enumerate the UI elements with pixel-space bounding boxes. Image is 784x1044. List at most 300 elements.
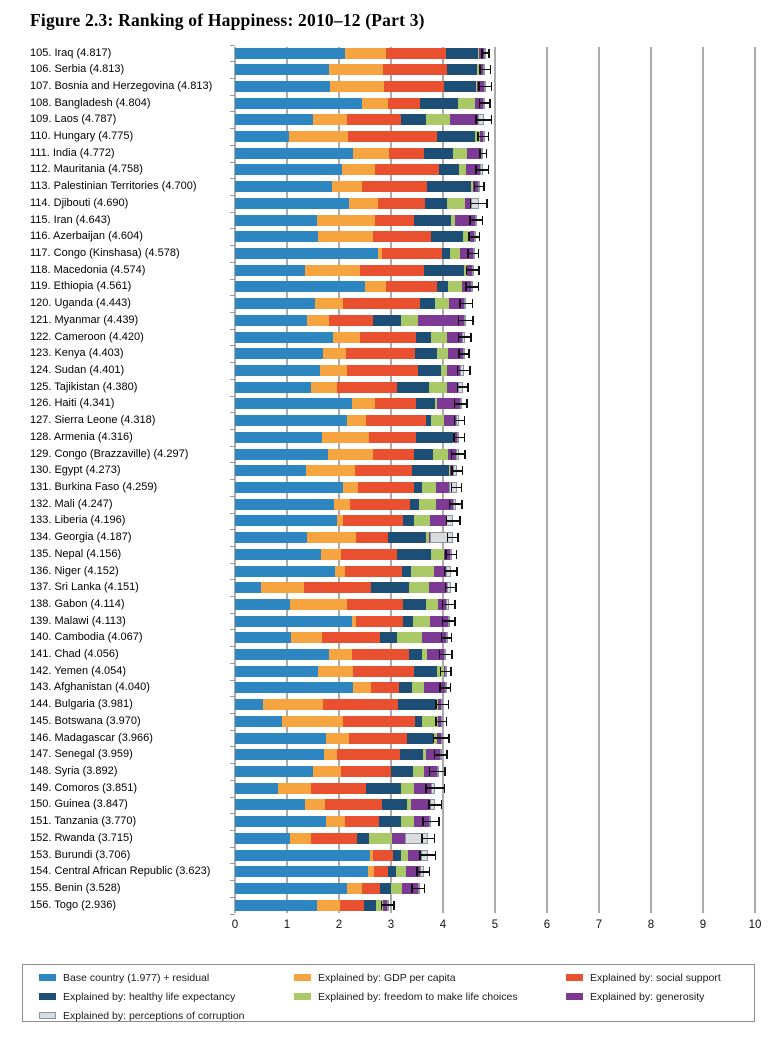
country-bar: [235, 415, 460, 426]
legend-label: Explained by: perceptions of corruption: [63, 1010, 245, 1022]
bar-segment-base: [235, 365, 320, 376]
error-bar-cap: [454, 617, 456, 626]
error-bar-cap: [393, 901, 395, 910]
error-bar: [435, 754, 447, 756]
bar-segment-gdp: [328, 449, 373, 460]
bar-segment-health: [439, 164, 459, 175]
y-axis-tick: [230, 813, 235, 814]
country-label: 113. Palestinian Territories (4.700): [30, 180, 197, 193]
error-bar-cap: [444, 767, 446, 776]
error-bar-cap: [479, 99, 481, 108]
error-bar: [429, 804, 441, 806]
bar-segment-gdp: [305, 265, 360, 276]
bar-segment-social: [347, 365, 418, 376]
bar-segment-health: [379, 816, 401, 827]
x-axis-tick-label: 5: [491, 919, 499, 931]
country-label: 117. Congo (Kinshasa) (4.578): [30, 247, 180, 260]
bar-segment-health: [415, 348, 437, 359]
bar-segment-gdp: [329, 649, 352, 660]
bar-segment-gdp: [326, 733, 349, 744]
bar-segment-social: [386, 48, 446, 59]
country-bar: [235, 231, 474, 242]
country-label: 114. Djibouti (4.690): [30, 196, 129, 209]
bar-segment-base: [235, 866, 368, 877]
bar-segment-gdp: [333, 332, 360, 343]
error-bar-cap: [475, 165, 477, 174]
error-bar-cap: [469, 216, 471, 225]
error-bar-cap: [470, 333, 472, 342]
country-bar: [235, 449, 458, 460]
bar-segment-base: [235, 382, 311, 393]
y-axis-tick: [230, 629, 235, 630]
bar-segment-health: [371, 582, 408, 593]
error-bar-cap: [446, 717, 448, 726]
y-axis-tick: [230, 763, 235, 764]
error-bar: [436, 704, 448, 706]
country-label: 152. Rwanda (3.715): [30, 831, 133, 844]
country-bar: [235, 833, 428, 844]
error-bar-cap: [450, 683, 452, 692]
bar-segment-social: [311, 783, 365, 794]
error-bar-cap: [442, 617, 444, 626]
country-bar: [235, 632, 446, 643]
bar-segment-gdp: [353, 682, 371, 693]
error-bar-cap: [381, 901, 383, 910]
y-axis-tick: [230, 730, 235, 731]
error-bar-cap: [464, 433, 466, 442]
error-bar-cap: [441, 633, 443, 642]
bar-segment-health: [418, 365, 441, 376]
country-bar: [235, 666, 446, 677]
y-axis-tick: [230, 379, 235, 380]
bar-segment-generosity: [436, 482, 449, 493]
bar-segment-base: [235, 114, 313, 125]
bar-segment-freedom: [414, 515, 430, 526]
country-label: 135. Nepal (4.156): [30, 547, 122, 560]
country-label: 140. Cambodia (4.067): [30, 631, 143, 644]
error-bar-cap: [458, 349, 460, 358]
bar-segment-health: [401, 114, 425, 125]
country-label: 138. Gabon (4.114): [30, 597, 125, 610]
bar-segment-social: [343, 716, 416, 727]
bar-segment-gdp: [347, 415, 366, 426]
bar-segment-health: [416, 432, 452, 443]
error-bar-cap: [489, 99, 491, 108]
error-bar: [433, 737, 449, 739]
bar-segment-gdp: [349, 198, 378, 209]
bar-segment-generosity: [392, 833, 406, 844]
bar-segment-freedom: [411, 566, 434, 577]
error-bar-cap: [486, 199, 488, 208]
error-bar-cap: [434, 834, 436, 843]
error-bar-cap: [468, 349, 470, 358]
country-bar: [235, 799, 435, 810]
error-bar-cap: [461, 500, 463, 509]
country-bar: [235, 566, 451, 577]
country-label: 107. Bosnia and Herzegovina (4.813): [30, 79, 213, 92]
x-axis-tick-label: 1: [283, 919, 291, 931]
country-label: 111. India (4.772): [30, 146, 115, 159]
bar-segment-health: [397, 549, 431, 560]
bar-segment-social: [371, 682, 399, 693]
error-bar-cap: [469, 366, 471, 375]
bar-segment-health: [388, 532, 426, 543]
gridline: [702, 47, 704, 913]
country-bar: [235, 532, 453, 543]
error-bar: [479, 86, 491, 88]
error-bar-cap: [442, 600, 444, 609]
error-bar-cap: [466, 266, 468, 275]
error-bar: [471, 203, 488, 205]
error-bar: [450, 503, 462, 505]
bar-segment-health: [414, 666, 437, 677]
error-bar-cap: [457, 366, 459, 375]
bar-segment-social: [337, 382, 397, 393]
error-bar-cap: [465, 282, 467, 291]
error-bar-cap: [458, 316, 460, 325]
error-bar-cap: [459, 299, 461, 308]
error-bar-cap: [491, 82, 493, 91]
error-bar-cap: [482, 216, 484, 225]
country-bar: [235, 181, 479, 192]
legend-label: Explained by: social support: [590, 972, 721, 984]
bar-segment-social: [329, 315, 373, 326]
legend-label: Explained by: GDP per capita: [318, 972, 456, 984]
x-axis-tick-label: 0: [231, 919, 239, 931]
y-axis-tick: [230, 212, 235, 213]
bar-segment-social: [343, 515, 403, 526]
error-bar: [470, 219, 482, 221]
gridline: [546, 47, 548, 913]
gridline: [754, 47, 756, 913]
error-bar: [426, 787, 445, 789]
error-bar-cap: [451, 483, 453, 492]
y-axis-tick: [230, 680, 235, 681]
bar-segment-health: [357, 833, 368, 844]
bar-segment-gdp: [305, 799, 326, 810]
country-bar: [235, 148, 483, 159]
error-bar-cap: [439, 650, 441, 659]
bar-segment-social: [337, 749, 400, 760]
bar-segment-freedom: [391, 883, 402, 894]
bar-segment-gdp: [345, 48, 386, 59]
bar-segment-base: [235, 799, 305, 810]
bar-segment-freedom: [426, 599, 438, 610]
bar-segment-base: [235, 666, 318, 677]
legend-swatch-social: [566, 974, 583, 981]
bar-segment-social: [340, 900, 365, 911]
bar-segment-base: [235, 632, 291, 643]
country-bar: [235, 48, 485, 59]
bar-segment-social: [366, 415, 426, 426]
bar-segment-health: [442, 248, 450, 259]
error-bar-cap: [428, 800, 430, 809]
error-bar-cap: [439, 683, 441, 692]
bar-segment-gdp: [321, 549, 341, 560]
bar-segment-base: [235, 281, 365, 292]
bar-segment-base: [235, 198, 349, 209]
bar-segment-gdp: [324, 749, 336, 760]
error-bar-cap: [424, 884, 426, 893]
bar-segment-freedom: [401, 783, 415, 794]
bar-segment-freedom: [426, 114, 450, 125]
bar-segment-social: [348, 131, 436, 142]
bar-segment-health: [402, 566, 411, 577]
bar-segment-freedom: [401, 315, 417, 326]
error-bar-cap: [441, 800, 443, 809]
bar-segment-social: [383, 64, 447, 75]
country-bar: [235, 382, 463, 393]
bar-segment-social: [386, 281, 437, 292]
bar-segment-base: [235, 231, 318, 242]
y-axis-tick: [230, 78, 235, 79]
country-bar: [235, 398, 461, 409]
error-bar: [467, 269, 479, 271]
country-label: 136. Niger (4.152): [30, 564, 119, 577]
error-bar-cap: [464, 450, 466, 459]
bar-segment-base: [235, 515, 337, 526]
country-bar: [235, 198, 479, 209]
y-axis-tick: [230, 579, 235, 580]
y-axis-tick: [230, 61, 235, 62]
bar-segment-health: [420, 98, 458, 109]
error-bar-cap: [429, 767, 431, 776]
bar-segment-gdp: [307, 315, 329, 326]
bar-segment-base: [235, 499, 334, 510]
error-bar-cap: [434, 750, 436, 759]
country-bar: [235, 64, 485, 75]
error-bar: [417, 871, 429, 873]
bar-segment-health: [437, 281, 448, 292]
bar-segment-freedom: [412, 682, 423, 693]
bar-segment-base: [235, 549, 321, 560]
y-axis-tick: [230, 312, 235, 313]
bar-segment-gdp: [322, 432, 368, 443]
bar-segment-health: [399, 682, 412, 693]
country-bar: [235, 766, 437, 777]
bar-segment-base: [235, 415, 347, 426]
error-bar-cap: [449, 500, 451, 509]
error-bar: [443, 620, 455, 622]
bar-segment-gdp: [342, 164, 376, 175]
bar-segment-base: [235, 64, 329, 75]
error-bar: [452, 453, 466, 455]
country-label: 120. Uganda (4.443): [30, 297, 131, 310]
y-axis-tick: [230, 780, 235, 781]
error-bar: [459, 320, 474, 322]
country-bar: [235, 131, 483, 142]
legend-swatch-freedom: [294, 993, 311, 1000]
error-bar-cap: [435, 717, 437, 726]
country-bar: [235, 265, 473, 276]
y-axis-tick: [230, 145, 235, 146]
bar-segment-social: [362, 181, 426, 192]
bar-segment-health: [420, 298, 436, 309]
error-bar-cap: [444, 567, 446, 576]
bar-segment-social: [322, 632, 380, 643]
bar-segment-base: [235, 766, 313, 777]
y-axis-tick: [230, 95, 235, 96]
gridline: [650, 47, 652, 913]
country-label: 127. Sierra Leone (4.318): [30, 414, 156, 427]
country-bar: [235, 348, 464, 359]
bar-segment-base: [235, 616, 352, 627]
bar-segment-base: [235, 48, 345, 59]
country-bar: [235, 499, 456, 510]
country-label: 149. Comoros (3.851): [30, 781, 137, 794]
bar-segment-health: [414, 215, 451, 226]
y-axis-tick: [230, 596, 235, 597]
error-bar-cap: [474, 182, 476, 191]
bar-segment-health: [382, 799, 406, 810]
error-bar-cap: [488, 49, 490, 58]
error-bar-cap: [419, 851, 421, 860]
country-label: 154. Central African Republic (3.623): [30, 865, 211, 878]
country-label: 128. Armenia (4.316): [30, 430, 133, 443]
error-bar-cap: [456, 550, 458, 559]
country-bar: [235, 682, 445, 693]
country-bar: [235, 549, 451, 560]
bar-segment-social: [375, 398, 416, 409]
country-label: 108. Bangladesh (4.804): [30, 96, 151, 109]
x-axis-tick-label: 7: [595, 919, 603, 931]
bar-segment-social: [347, 599, 403, 610]
error-bar-cap: [425, 784, 427, 793]
error-bar: [476, 169, 488, 171]
error-bar-cap: [454, 600, 456, 609]
country-label: 124. Sudan (4.401): [30, 363, 125, 376]
bar-segment-health: [373, 315, 402, 326]
bar-segment-health: [397, 382, 429, 393]
bar-segment-freedom: [409, 582, 430, 593]
bar-segment-gdp: [347, 883, 363, 894]
y-axis-tick: [230, 178, 235, 179]
error-bar-cap: [438, 817, 440, 826]
y-axis-tick: [230, 396, 235, 397]
bar-segment-base: [235, 783, 278, 794]
legend-swatch-health: [39, 993, 56, 1000]
country-bar: [235, 482, 456, 493]
bar-segment-base: [235, 833, 290, 844]
x-axis-tick-label: 3: [387, 919, 395, 931]
bar-segment-freedom: [447, 198, 465, 209]
error-bar-cap: [448, 700, 450, 709]
error-bar: [381, 904, 393, 906]
bar-segment-health: [416, 398, 435, 409]
bar-segment-social: [369, 432, 417, 443]
bar-segment-social: [311, 833, 357, 844]
y-axis-tick: [230, 446, 235, 447]
y-axis-tick: [230, 362, 235, 363]
error-bar-cap: [459, 516, 461, 525]
bar-segment-social: [347, 114, 402, 125]
bar-segment-social: [356, 532, 388, 543]
error-bar-cap: [453, 433, 455, 442]
error-bar-cap: [479, 149, 481, 158]
country-label: 146. Madagascar (3.966): [30, 731, 153, 744]
bar-segment-freedom: [431, 415, 443, 426]
bar-segment-social: [388, 98, 419, 109]
y-axis-tick: [230, 529, 235, 530]
country-bar: [235, 298, 466, 309]
country-label: 115. Iran (4.643): [30, 213, 111, 226]
country-bar: [235, 866, 423, 877]
country-bar: [235, 515, 453, 526]
bar-segment-freedom: [429, 382, 447, 393]
y-axis-tick: [230, 162, 235, 163]
bar-segment-base: [235, 749, 324, 760]
bar-segment-base: [235, 883, 347, 894]
y-axis-tick: [230, 245, 235, 246]
error-bar-cap: [435, 700, 437, 709]
bar-segment-social: [374, 866, 388, 877]
error-bar-cap: [468, 232, 470, 241]
y-axis-tick: [230, 897, 235, 898]
country-label: 126. Haiti (4.341): [30, 397, 115, 410]
bar-segment-gdp: [311, 382, 337, 393]
country-label: 147. Senegal (3.959): [30, 748, 133, 761]
error-bar-cap: [479, 232, 481, 241]
error-bar-cap: [456, 567, 458, 576]
y-axis-tick: [230, 863, 235, 864]
bar-segment-freedom: [433, 449, 448, 460]
bar-segment-base: [235, 164, 342, 175]
error-bar-cap: [490, 65, 492, 74]
bar-segment-social: [375, 215, 415, 226]
bar-segment-health: [437, 131, 475, 142]
bar-segment-health: [391, 766, 413, 777]
bar-segment-health: [414, 482, 421, 493]
bar-segment-base: [235, 599, 290, 610]
bar-segment-gdp: [313, 766, 341, 777]
bar-segment-gdp: [352, 398, 375, 409]
bar-segment-social: [304, 582, 372, 593]
bar-segment-base: [235, 432, 322, 443]
country-bar: [235, 248, 473, 259]
legend-label: Base country (1.977) + residual: [63, 972, 210, 984]
country-label: 133. Liberia (4.196): [30, 514, 126, 527]
error-bar-cap: [422, 817, 424, 826]
bar-segment-health: [444, 81, 476, 92]
bar-segment-social: [373, 850, 393, 861]
bar-segment-base: [235, 816, 326, 827]
bar-segment-social: [341, 766, 391, 777]
bar-segment-gdp: [290, 833, 312, 844]
country-bar: [235, 783, 435, 794]
bar-segment-freedom: [448, 281, 462, 292]
bar-segment-health: [403, 616, 413, 627]
error-bar-cap: [470, 199, 472, 208]
y-axis-tick: [230, 279, 235, 280]
bar-segment-freedom: [458, 98, 475, 109]
bar-segment-gdp: [290, 599, 347, 610]
bar-segment-health: [398, 699, 436, 710]
bar-segment-gdp: [289, 131, 348, 142]
country-bar: [235, 98, 485, 109]
error-bar-cap: [458, 333, 460, 342]
country-bar: [235, 733, 441, 744]
country-bar: [235, 900, 388, 911]
error-bar-cap: [478, 282, 480, 291]
figure-title: Figure 2.3: Ranking of Happiness: 2010–12 (Part 3): [30, 10, 425, 30]
bar-segment-social: [373, 449, 415, 460]
country-label: 112. Mauritania (4.758): [30, 163, 143, 176]
bar-segment-gdp: [318, 231, 374, 242]
bar-segment-gdp: [362, 98, 388, 109]
error-bar-cap: [462, 466, 464, 475]
error-bar-cap: [472, 299, 474, 308]
error-bar-cap: [451, 650, 453, 659]
